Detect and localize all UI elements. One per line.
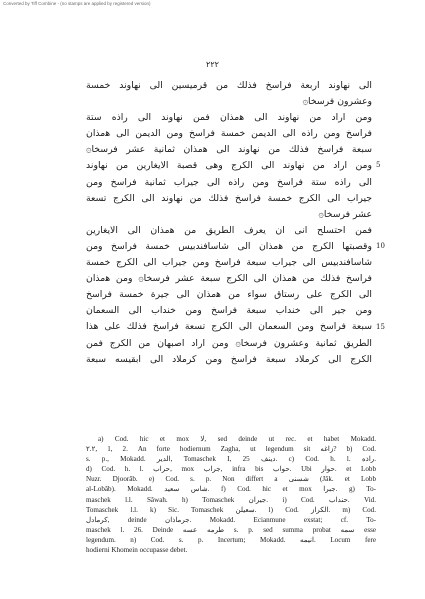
arabic-line: فمن احتسلح انى ان يعرف الطريق من ﮬمذان الى الايغارين <box>86 224 372 236</box>
arabic-line: الكرج الى كرملاد سبعة فراسخ ومن كرملاد الى ابقيسه سبعة <box>86 353 372 365</box>
arabic-line: شاسافندبيس الى جيراب سبعة فراسخ ومن جيراب الى الكرج خمسة <box>86 257 372 269</box>
arabic-line: ومن اراد من نهاوند الى ﮬمذان فمن نهاوند الى راذه ستة <box>86 112 372 124</box>
line-number-5: 5 <box>376 161 381 169</box>
footnote-line: d) Cod. h. l. حراب, mox جراب, infra bis حواب. Ubi حوار. et Lobb <box>86 465 376 474</box>
arabic-line: سبعة فراسخ فذلك من نهاوند الى ﮬمذان ثمانية عشر فرسخا۞ <box>86 144 372 156</box>
footnote-line: a) Cod. hic et mox لا, sed deinde ut rec. et habet Mokadd. <box>98 435 376 443</box>
line-number-10: 10 <box>376 242 385 250</box>
arabic-line: فراسخ فذلك من ﮬمذان الى الكرج سبعة عشر فرسخا۞ ومن ﮬمذان <box>86 273 372 285</box>
footnote-line: ٢.٢, 1, 2. An forte hodiernum Zagha, ut legendum sit زاغه? b) Cod. <box>86 445 376 454</box>
page-number: ٢٢٢ <box>206 60 219 69</box>
arabic-line: سبعة فراسخ ومن السعمان الى الكرج تسعة فراسخ فذلك على هذا <box>86 321 372 333</box>
footnote-line: s. p., Mokadd. الدير, Tomaschek I, 25 دينف. c) Cod. h. l. راذه. <box>86 455 376 464</box>
arabic-line: وعشرون فرسخا۞ <box>302 96 372 108</box>
arabic-line: الى نهاوند اربعة فراسخ فذلك من قرميسين الى نهاوند خمسة <box>86 80 372 91</box>
arabic-line: ومن جير الى خنداب سبعة فراسخ ومن خنداب الى السعمان <box>86 305 372 317</box>
arabic-text-body <box>86 78 372 368</box>
footnote-line: Nuzr. Djoorâb. e) Cod. s. p. Non differt a شسنى (Jâk. et Lobb <box>86 475 376 484</box>
line-number-15: 15 <box>376 323 385 331</box>
footnote-line: كرمادل, deinde جرماذان. Mokadd. Ecianmune exstat; cf. To- <box>86 515 376 524</box>
converter-watermark: Converted by Tiff Combine - (no stamps are applied by registered version) <box>3 1 151 6</box>
footnote-line: legendum. n) Cod. s. p. Incertum; Mokadd. انيمه. Locum fere <box>86 535 376 544</box>
footnote-line: hodierni Khomein occupasse debet. <box>86 546 188 555</box>
footnote-line: maschek l.l. Sâwah. h) Tomaschek جيران. i) Cod. حنداب. Vid. <box>86 495 376 504</box>
footnote-line: maschek l. 26. Deinde طرمه عسه s. p. sed summa probat سمه esse <box>86 525 376 534</box>
arabic-line: الى راذه ستة فراسخ ومن راذه الى جيراب ثمانية فراسخ ومن <box>86 176 372 188</box>
arabic-line: عشر فرسخا۞ <box>318 208 372 220</box>
footnote-line: al-Lobâb). Mokadd. شاس سعيد. f) Cod. hic et mox جبرا. g) To- <box>86 485 376 494</box>
arabic-line: فراسخ ومن راذه الى الديمن خمسة فراسخ ومن الديمن الى ﮬمذان <box>86 128 372 140</box>
footnote-line: Tomaschek l.l. k) Sic. Tomaschek سعيلن. l) Cod. الكراز. m) Cod. <box>86 505 376 514</box>
arabic-line: ومن اراد من نهاوند الى الكرج وهى قصبة الايغارين من نهاوند <box>86 160 372 172</box>
arabic-line: الطريق ثمانية وعشرون فرسخا۞ ومن اراد اصبهان من الكرج فمن <box>86 337 372 349</box>
arabic-line: جيراب الى الكرج خمسة فراسخ فذلك من نهاوند الى الكرج تسعة <box>86 192 372 204</box>
arabic-line: الى الكرج على رستاق سواء من ﮬمذان الى جيرة خمسة فراسخ <box>86 289 372 301</box>
footnotes-block <box>86 434 376 555</box>
arabic-line: وقصبتها الكرج من ﮬمذان الى شاسافندبيس خمسة فراسخ ومن <box>86 240 372 252</box>
